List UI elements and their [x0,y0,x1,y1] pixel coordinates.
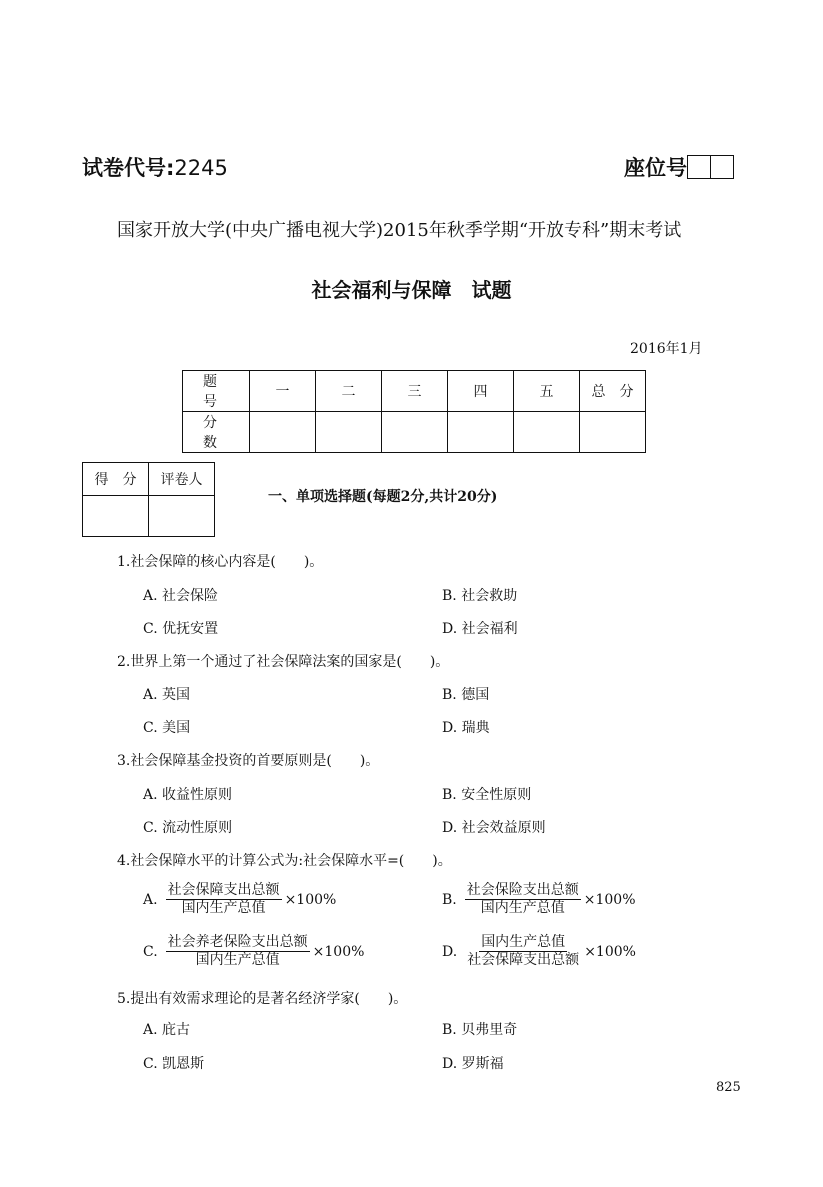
question-stem: 3.社会保障基金投资的首要原则是( )。 [117,753,380,769]
option-b[interactable]: B. 贝弗里奇 [442,1022,518,1038]
option-a[interactable]: A. 社会保险 [143,588,219,604]
grader-score-label: 得 分 [83,463,149,496]
option-b[interactable]: B. 社会救助 [442,588,518,604]
score-table-cell: 五 [514,371,580,412]
fraction [166,934,310,969]
score-table-cell: 分 数 [183,412,250,453]
option-b[interactable]: B. 安全性原则 [442,787,532,803]
grader-name-entry[interactable] [149,496,215,537]
option-c[interactable] [143,934,364,969]
option-a[interactable]: A. 英国 [143,687,191,703]
score-table-cell: 三 [382,371,448,412]
option-c[interactable]: C. 凯恩斯 [143,1056,205,1072]
option-d[interactable] [442,934,636,969]
option-a[interactable]: A. 收益性原则 [143,787,233,803]
grader-table [82,462,215,537]
score-table-cell: 二 [316,371,382,412]
multiplier: ×100% [312,943,365,960]
grader-score-entry[interactable] [83,496,149,537]
score-table-cell: 一 [250,371,316,412]
fraction-numerator: 社会保障支出总额 [167,882,280,898]
page-title: 社会福利与保障 试题 [311,278,512,302]
score-table-cell: 四 [448,371,514,412]
fraction-denominator: 国内生产总值 [181,900,266,916]
multiplier: ×100% [284,891,337,908]
fraction-denominator: 社会保障支出总额 [467,952,580,968]
option-a[interactable] [143,882,336,917]
option-d[interactable]: D. 瑞典 [442,720,490,736]
question-stem: 1.社会保障的核心内容是( )。 [117,554,324,570]
exam-code-value: 2245 [174,156,228,180]
score-entry-2[interactable] [316,412,382,453]
multiplier: ×100% [583,891,636,908]
option-c[interactable]: C. 美国 [143,720,191,736]
exam-date: 2016年1月 [630,341,703,357]
option-c[interactable]: C. 优抚安置 [143,621,219,637]
fraction [465,882,581,917]
question-stem: 2.世界上第一个通过了社会保障法案的国家是( )。 [117,654,450,670]
seat-number [624,152,734,182]
option-a[interactable]: A. 庇古 [143,1022,191,1038]
fraction [166,882,282,917]
option-c[interactable]: C. 流动性原则 [143,820,233,836]
score-table [182,370,646,453]
score-table-cell: 题 号 [183,371,250,412]
fraction [465,934,581,969]
option-letter: D. [442,943,458,960]
option-d[interactable]: D. 社会福利 [442,621,518,637]
exam-code-sep: : [166,156,175,180]
section-title: 一、单项选择题(每题2分,共计20分) [268,489,498,505]
fraction-numerator: 国内生产总值 [481,934,566,950]
exam-code-label: 试卷代号 [82,156,166,180]
score-table-header-row [183,371,646,412]
option-d[interactable]: D. 社会效益原则 [442,820,546,836]
score-entry-3[interactable] [382,412,448,453]
fraction-numerator: 社会养老保险支出总额 [167,934,308,950]
score-table-cell: 总 分 [580,371,646,412]
fraction-denominator: 国内生产总值 [480,900,565,916]
option-letter: C. [143,943,158,960]
score-entry-1[interactable] [250,412,316,453]
page-number: 825 [716,1080,741,1095]
seat-number-label: 座位号 [624,156,687,180]
score-entry-4[interactable] [448,412,514,453]
seat-box-2[interactable] [711,155,734,179]
exam-code [82,152,228,182]
grader-name-label: 评卷人 [149,463,215,496]
option-b[interactable]: B. 德国 [442,687,490,703]
fraction-denominator: 国内生产总值 [195,952,280,968]
option-b[interactable] [442,882,636,917]
seat-box-1[interactable] [687,155,711,179]
question-stem: 5.提出有效需求理论的是著名经济学家( )。 [117,991,408,1007]
option-letter: A. [143,891,158,908]
multiplier: ×100% [584,943,636,960]
university-line: 国家开放大学(中央广播电视大学)2015年秋季学期“开放专科”期末考试 [117,220,682,241]
score-entry-total[interactable] [580,412,646,453]
fraction-numerator: 社会保险支出总额 [466,882,579,898]
option-d[interactable]: D. 罗斯福 [442,1056,504,1072]
question-stem: 4.社会保障水平的计算公式为:社会保障水平=( )。 [117,853,452,869]
score-table-score-row [183,412,646,453]
score-entry-5[interactable] [514,412,580,453]
option-letter: B. [442,891,457,908]
